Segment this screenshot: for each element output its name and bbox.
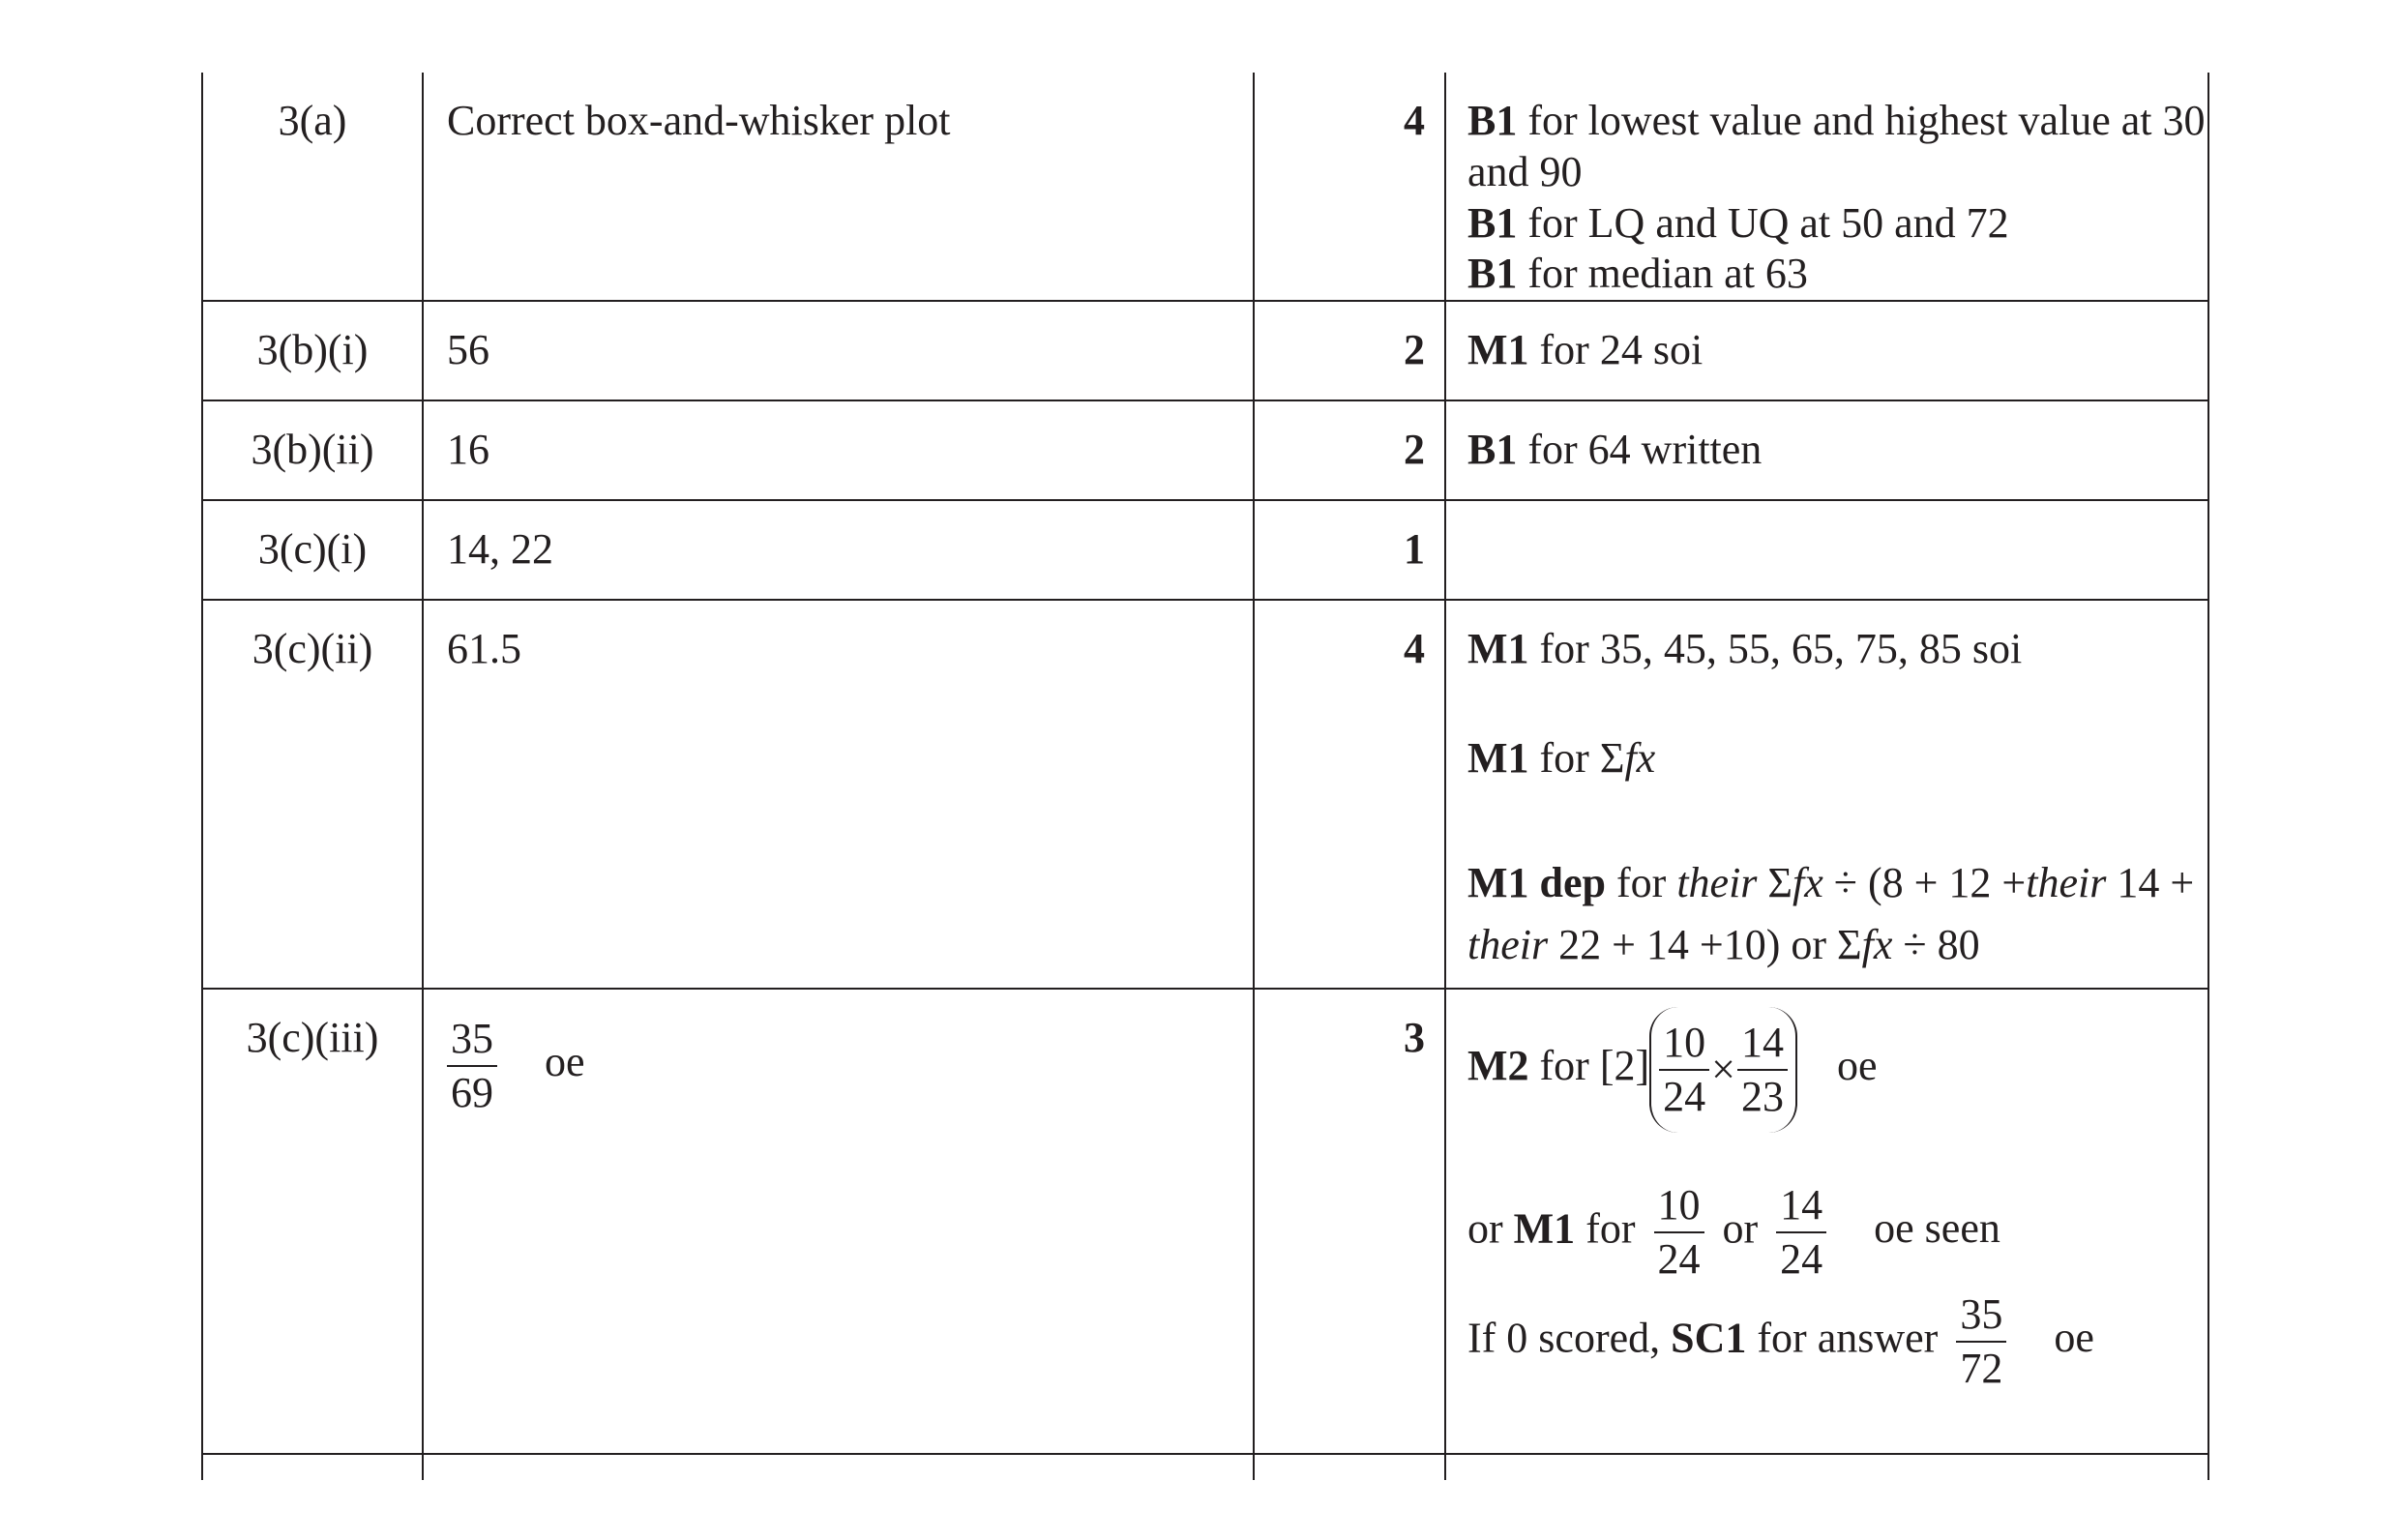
- guidance-line: M1 dep for their Σfx ÷ (8 + 12 +their 14 + their 22 + 14 +10) or Σfx ÷ 80: [1467, 858, 2195, 968]
- marks-cell: 2: [1254, 400, 1445, 500]
- table-row: [202, 73, 2208, 301]
- guidance-line: B1 for median at 63: [1467, 250, 1808, 298]
- mark-scheme-table: [201, 73, 2209, 1480]
- marks-cell: 4: [1254, 73, 1445, 301]
- guidance-line: B1 for LQ and UQ at 50 and 72: [1467, 198, 2009, 247]
- marks-cell: 2: [1254, 301, 1445, 400]
- table-row: [202, 301, 2208, 400]
- table-row-continuation: [202, 1454, 2208, 1480]
- guidance-line: or M1 for $\frac{10}{24}$ or $\frac{14}{24}$ oe seen: [1467, 1181, 2000, 1284]
- bracket-expression: $\frac{10}{24}$ × $\frac{14}{23}$: [1649, 1007, 1797, 1133]
- answer-cell: Correct box-and-whisker plot: [423, 73, 1254, 301]
- guidance-cell: [1445, 73, 2208, 301]
- guidance-line: B1 for lowest value and highest value at 30 and 90: [1467, 97, 2206, 195]
- question-cell: 3(b)(i): [202, 301, 423, 400]
- answer-cell: 14, 22: [423, 500, 1254, 600]
- guidance-line: M2 for [2] $\frac{10}{24}$ × $\frac{14}{23}$ oe: [1467, 1007, 2207, 1133]
- fraction: $\frac{10}{24}$: [1659, 1021, 1709, 1119]
- question-cell: 3(c)(iii): [202, 989, 423, 1454]
- guidance-line: M1 for Σfx: [1467, 733, 1656, 782]
- question-cell: 3(a): [202, 73, 423, 301]
- guidance-cell: [1445, 600, 2208, 989]
- table-row: [202, 600, 2208, 989]
- table-row: [202, 500, 2208, 600]
- fraction: $\frac{10}{24}$: [1654, 1183, 1704, 1282]
- answer-cell: $\frac{35}{69}$ oe: [423, 989, 1254, 1454]
- marks-cell: 3: [1254, 989, 1445, 1454]
- answer-cell: 56: [423, 301, 1254, 400]
- question-cell: 3(c)(ii): [202, 600, 423, 989]
- question-cell: 3(c)(i): [202, 500, 423, 600]
- question-cell: 3(b)(ii): [202, 400, 423, 500]
- guidance-cell: B1 for 64 written: [1445, 400, 2208, 500]
- answer-cell: 61.5: [423, 600, 1254, 989]
- fraction: $\frac{14}{23}$: [1737, 1021, 1788, 1119]
- guidance-cell: [1445, 500, 2208, 600]
- guidance-line: M1 for 35, 45, 55, 65, 75, 85 soi: [1467, 625, 2023, 673]
- answer-cell: 16: [423, 400, 1254, 500]
- answer-fraction: $\frac{35}{69}$: [447, 1017, 497, 1115]
- marks-cell: 4: [1254, 600, 1445, 989]
- marks-cell: 1: [1254, 500, 1445, 600]
- guidance-cell: M1 for 24 soi: [1445, 301, 2208, 400]
- guidance-line: If 0 scored, SC1 for answer $\frac{35}{72}$ oe: [1467, 1289, 2094, 1392]
- fraction: $\frac{35}{72}$: [1956, 1292, 2006, 1391]
- fraction: $\frac{14}{24}$: [1776, 1183, 1826, 1282]
- guidance-cell: [1445, 989, 2208, 1454]
- table-row: [202, 400, 2208, 500]
- table-row: [202, 989, 2208, 1454]
